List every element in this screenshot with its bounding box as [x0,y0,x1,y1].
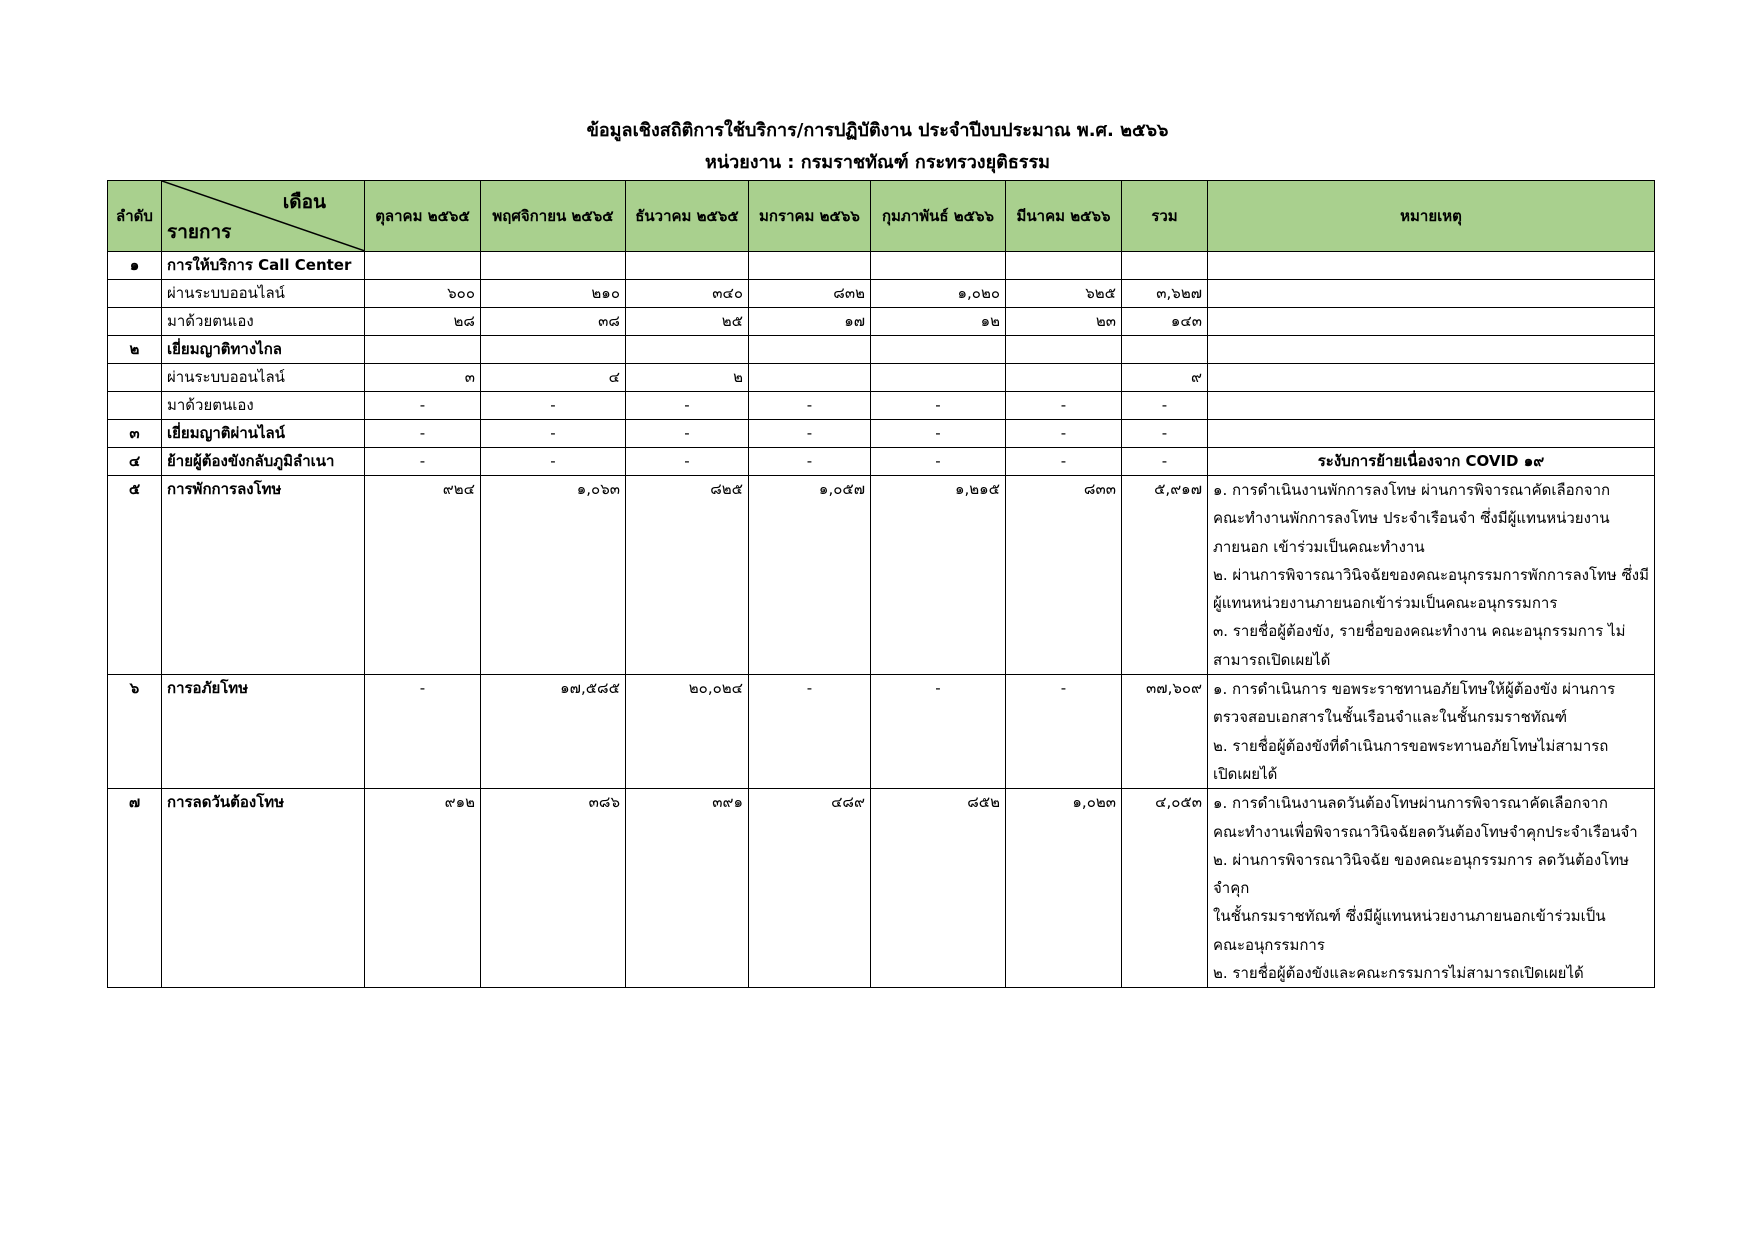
row-item: ผ่านระบบออนไลน์ [162,364,365,392]
cell-month-4 [871,364,1006,392]
header-month-1: พฤศจิกายน ๒๕๖๕ [481,181,626,252]
cell-month-0: ๖๐๐ [365,280,481,308]
row-number [108,280,162,308]
row-number: ๓ [108,420,162,448]
header-month-5: มีนาคม ๒๕๖๖ [1006,181,1122,252]
remark-line: ในชั้นกรมราชทัณฑ์ ซึ่งมีผู้แทนหน่วยงานภายนอกเข้าร่วมเป็น [1213,907,1606,926]
cell-month-0: ๒๘ [365,308,481,336]
cell-month-1: ๑๗,๕๘๕ [481,675,626,789]
document-title: ข้อมูลเชิงสถิติการใช้บริการ/การปฏิบัติงาน ประจำปีงบประมาณ พ.ศ. ๒๕๖๖ [586,120,1169,141]
cell-total: - [1122,420,1208,448]
remark-line: ภายนอก เข้าร่วมเป็นคณะทำงาน [1213,537,1425,556]
row-number [108,392,162,420]
row-number: ๒ [108,336,162,364]
table-row [108,280,1655,308]
cell-month-0 [365,336,481,364]
cell-month-5 [1006,364,1122,392]
header-month-4: กุมภาพันธ์ ๒๕๖๖ [871,181,1006,252]
cell-month-0: - [365,420,481,448]
cell-month-5: ๘๓๓ [1006,476,1122,675]
remark-line: ๑. การดำเนินการ ขอพระราชทานอภัยโทษให้ผู้ต้องขัง ผ่านการ [1213,680,1616,699]
row-number [108,364,162,392]
table-row [108,392,1655,420]
cell-month-3: - [749,420,871,448]
row-item: การลดวันต้องโทษ [162,789,365,988]
cell-total: ๑๔๓ [1122,308,1208,336]
cell-month-2 [626,252,749,280]
cell-month-1: ๑,๐๖๓ [481,476,626,675]
cell-month-2 [626,336,749,364]
cell-month-0: - [365,448,481,476]
remark-line: ๒. รายชื่อผู้ต้องขังและคณะกรรมการไม่สามารถเปิดเผยได้ [1213,964,1584,983]
cell-month-1: ๓๘๖ [481,789,626,988]
cell-month-1: - [481,448,626,476]
table-row [108,336,1655,364]
cell-month-2: ๒๐,๐๒๔ [626,675,749,789]
cell-remark [1208,392,1655,420]
table-row [108,675,1655,789]
remark-line: ผู้แทนหน่วยงานภายนอกเข้าร่วมเป็นคณะอนุกรรมการ [1213,594,1558,613]
header-month-3: มกราคม ๒๕๖๖ [749,181,871,252]
cell-month-3 [749,336,871,364]
cell-month-4: ๘๕๒ [871,789,1006,988]
cell-month-4: ๑,๐๒๐ [871,280,1006,308]
cell-month-3: - [749,675,871,789]
row-item: มาด้วยตนเอง [162,392,365,420]
cell-month-3: ๘๓๒ [749,280,871,308]
cell-month-4: - [871,448,1006,476]
remark-line: คณะทำงานพักการลงโทษ ประจำเรือนจำ ซึ่งมีผู้แทนหน่วยงาน [1213,509,1610,528]
table-row [108,364,1655,392]
header-total: รวม [1122,181,1208,252]
row-item: ผ่านระบบออนไลน์ [162,280,365,308]
cell-month-3: ๔๘๙ [749,789,871,988]
cell-month-5: ๖๒๕ [1006,280,1122,308]
cell-remark [1208,364,1655,392]
cell-month-1: - [481,392,626,420]
cell-total: - [1122,448,1208,476]
cell-remark [1208,789,1655,988]
cell-month-5: - [1006,675,1122,789]
remark-line: จำคุก [1213,879,1250,898]
cell-remark [1208,280,1655,308]
row-number: ๗ [108,789,162,988]
cell-total [1122,336,1208,364]
cell-remark [1208,420,1655,448]
cell-month-4 [871,252,1006,280]
header-month-label: เดือน [282,191,326,213]
cell-month-5 [1006,336,1122,364]
cell-month-3: ๑๗ [749,308,871,336]
cell-remark: ระงับการย้ายเนื่องจาก COVID ๑๙ [1208,448,1655,476]
cell-total: ๓,๖๒๗ [1122,280,1208,308]
row-item: การพักการลงโทษ [162,476,365,675]
remark-line: ๑. การดำเนินงานพักการลงโทษ ผ่านการพิจารณาคัดเลือกจาก [1213,481,1611,499]
remark-line: ตรวจสอบเอกสารในชั้นเรือนจำและในชั้นกรมราชทัณฑ์ [1213,708,1568,727]
cell-month-1: ๓๘ [481,308,626,336]
table-row [108,789,1655,988]
table-body [108,252,1655,988]
cell-total: ๓๗,๖๐๙ [1122,675,1208,789]
cell-month-2: ๒ [626,364,749,392]
row-number: ๕ [108,476,162,675]
cell-month-0: ๙๒๔ [365,476,481,675]
cell-month-1: ๒๑๐ [481,280,626,308]
row-item: มาด้วยตนเอง [162,308,365,336]
remark-line: ๓. รายชื่อผู้ต้องขัง, รายชื่อของคณะทำงาน คณะอนุกรรมการ ไม่ [1213,622,1626,641]
cell-total: ๙ [1122,364,1208,392]
cell-month-5: - [1006,420,1122,448]
cell-total: ๔,๐๕๓ [1122,789,1208,988]
cell-month-0: ๓ [365,364,481,392]
cell-month-0: - [365,675,481,789]
cell-month-4: - [871,392,1006,420]
table-row [108,448,1655,476]
table-row [108,308,1655,336]
row-number [108,308,162,336]
cell-month-0: ๙๑๒ [365,789,481,988]
document-subtitle: หน่วยงาน : กรมราชทัณฑ์ กระทรวงยุติธรรม [704,152,1051,173]
cell-month-1: ๔ [481,364,626,392]
cell-remark [1208,476,1655,675]
cell-month-5: ๑,๐๒๓ [1006,789,1122,988]
table-row [108,252,1655,280]
header-month-0: ตุลาคม ๒๕๖๕ [365,181,481,252]
row-number: ๖ [108,675,162,789]
cell-month-3 [749,364,871,392]
cell-month-3 [749,252,871,280]
remark-line: สามารถเปิดเผยได้ [1213,650,1331,669]
cell-month-4: - [871,420,1006,448]
remark-line: ๒. ผ่านการพิจารณาวินิจฉัย ของคณะอนุกรรมการ ลดวันต้องโทษ [1213,850,1629,869]
cell-month-4: - [871,675,1006,789]
header-no: ลำดับ [108,181,162,252]
cell-total: ๕,๙๑๗ [1122,476,1208,675]
table-row [108,476,1655,675]
statistics-table [107,180,1655,988]
row-item: เยี่ยมญาติทางไกล [162,336,365,364]
cell-month-5: - [1006,392,1122,420]
cell-month-4: ๑๒ [871,308,1006,336]
cell-month-4: ๑,๒๑๕ [871,476,1006,675]
cell-month-3: - [749,392,871,420]
header-row [108,181,1655,252]
row-item: ย้ายผู้ต้องขังกลับภูมิลำเนา [162,448,365,476]
row-item: การให้บริการ Call Center [162,252,365,280]
cell-month-1 [481,252,626,280]
cell-remark [1208,675,1655,789]
cell-remark [1208,336,1655,364]
remark-line: ๒. ผ่านการพิจารณาวินิจฉัยของคณะอนุกรรมการพักการลงโทษ ซึ่งมี [1213,565,1649,584]
cell-total: - [1122,392,1208,420]
cell-total [1122,252,1208,280]
header-month-2: ธันวาคม ๒๕๖๕ [626,181,749,252]
cell-month-2: - [626,420,749,448]
cell-month-0: - [365,392,481,420]
cell-month-2: - [626,448,749,476]
row-number: ๔ [108,448,162,476]
cell-month-3: - [749,448,871,476]
cell-remark [1208,308,1655,336]
cell-month-2: ๓๔๐ [626,280,749,308]
cell-month-1: - [481,420,626,448]
table-row [108,420,1655,448]
cell-month-3: ๑,๐๕๗ [749,476,871,675]
row-number: ๑ [108,252,162,280]
header-remark: หมายเหตุ [1208,181,1655,252]
row-item: เยี่ยมญาติผ่านไลน์ [162,420,365,448]
header-diagonal-cell [162,181,365,252]
cell-remark [1208,252,1655,280]
remark-line: คณะอนุกรรมการ [1213,935,1325,954]
cell-month-5: ๒๓ [1006,308,1122,336]
cell-month-5 [1006,252,1122,280]
cell-month-2: ๒๕ [626,308,749,336]
header-items-label: รายการ [167,221,232,243]
cell-month-2: ๓๙๑ [626,789,749,988]
cell-month-1 [481,336,626,364]
remark-line: ๑. การดำเนินงานลดวันต้องโทษผ่านการพิจารณาคัดเลือกจาก [1213,794,1608,813]
remark-line: ๒. รายชื่อผู้ต้องขังที่ดำเนินการขอพระทานอภัยโทษไม่สามารถ [1213,736,1609,755]
cell-month-0 [365,252,481,280]
row-item: การอภัยโทษ [162,675,365,789]
cell-month-2: ๘๒๕ [626,476,749,675]
remark-line: เปิดเผยได้ [1213,764,1278,783]
remark-line: คณะทำงานเพื่อพิจารณาวินิจฉัยลดวันต้องโทษจำคุกประจำเรือนจำ [1213,822,1638,841]
cell-month-4 [871,336,1006,364]
cell-month-2: - [626,392,749,420]
cell-month-5: - [1006,448,1122,476]
